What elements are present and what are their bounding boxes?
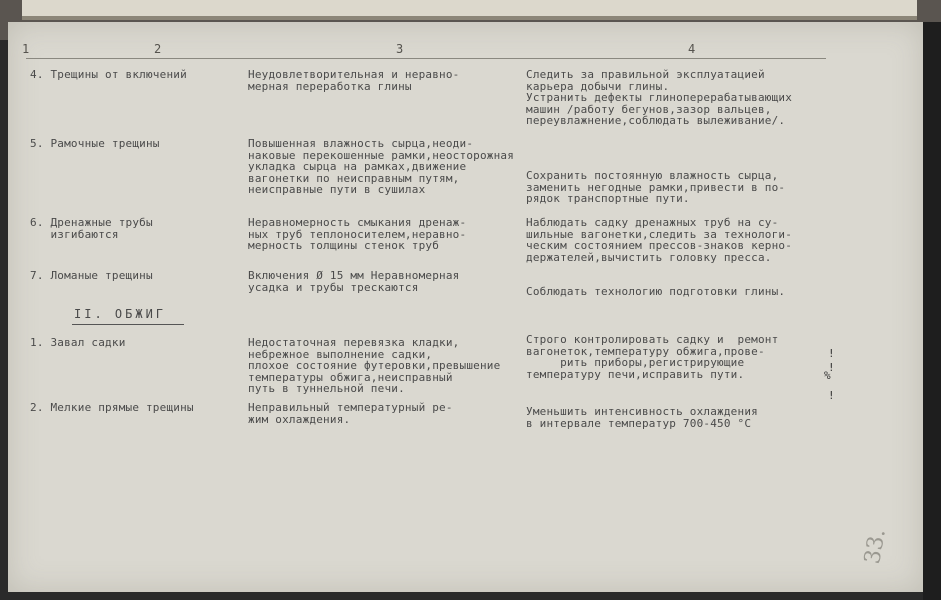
- margin-mark: !: [828, 361, 835, 374]
- remedy-cell: Уменьшить интенсивность охлаждения в интервале температур 700-450 °С: [526, 405, 758, 430]
- defect-cell: 5. Рамочные трещины: [30, 137, 160, 150]
- column-number-3: 3: [396, 42, 404, 56]
- remedy-cell: Строго контролировать садку и ремонт вагонеток,температуру обжига,прове- рить приборы,регистрирующие температуру печи,исправить пути.: [526, 333, 779, 381]
- defect-cell: 4. Трещины от включений: [30, 68, 187, 81]
- cause-cell: Неправильный температурный ре- жим охлаждения.: [248, 401, 453, 426]
- right-border-strip: [923, 22, 941, 600]
- defect-cell: 7. Ломаные трещины: [30, 269, 153, 282]
- remedy-cell: Следить за правильной эксплуатацией карьера добычи глины. Устранить дефекты глиноперерабатывающих машин /работу бегунов,зазор вальцев, переувлажнение,соблюдать вылеживание/.: [526, 68, 793, 127]
- cause-cell: Неравномерность смыкания дренаж- ных труб теплоносителем,неравно- мерность толщины стенок труб: [248, 216, 467, 252]
- defect-cell: 6. Дренажные трубы изгибаются: [30, 216, 153, 241]
- document-page: [8, 22, 923, 592]
- column-number-2: 2: [154, 42, 162, 56]
- defect-cell: 1. Завал садки: [30, 336, 126, 349]
- margin-mark: !: [828, 389, 835, 402]
- remedy-cell: Сохранить постоянную влажность сырца, заменить негодные рамки,привести в по- рядок транспортные пути.: [526, 169, 786, 205]
- cause-cell: Включения Ø 15 мм Неравномерная усадка и трубы трескаются: [248, 269, 460, 294]
- defect-cell: 2. Мелкие прямые трещины: [30, 401, 194, 414]
- remedy-cell: Наблюдать садку дренажных труб на су- шильные вагонетки,следить за технологи- ческим состоянием прессов-знаков керно- держателей,вычистить головку пресса.: [526, 216, 793, 264]
- section-title-underline: [72, 324, 184, 325]
- cause-cell: Неудовлетворительная и неравно- мерная переработка глины: [248, 68, 460, 93]
- margin-mark: %: [824, 369, 831, 382]
- cause-cell: Недостаточная перевязка кладки, небрежное выполнение садки, плохое состояние футеровки,превышение температуры обжига,неисправный путь в туннельной печи.: [248, 336, 501, 395]
- cause-cell: Повышенная влажность сырца,неоди- наковые перекошенные рамки,неосторожная укладка сырца на рамках,движение вагонетки по неисправным путям, неисправные пути в сушилах: [248, 137, 515, 196]
- underlying-sheet-edge: [22, 16, 917, 20]
- remedy-cell: Соблюдать технологию подготовки глины.: [526, 285, 786, 298]
- page-number: 33.: [860, 527, 891, 566]
- column-number-4: 4: [688, 42, 696, 56]
- section-title: II. ОБЖИГ: [74, 307, 167, 321]
- column-number-1: 1: [22, 42, 30, 56]
- margin-mark: !: [828, 347, 835, 360]
- header-rule: [26, 58, 826, 59]
